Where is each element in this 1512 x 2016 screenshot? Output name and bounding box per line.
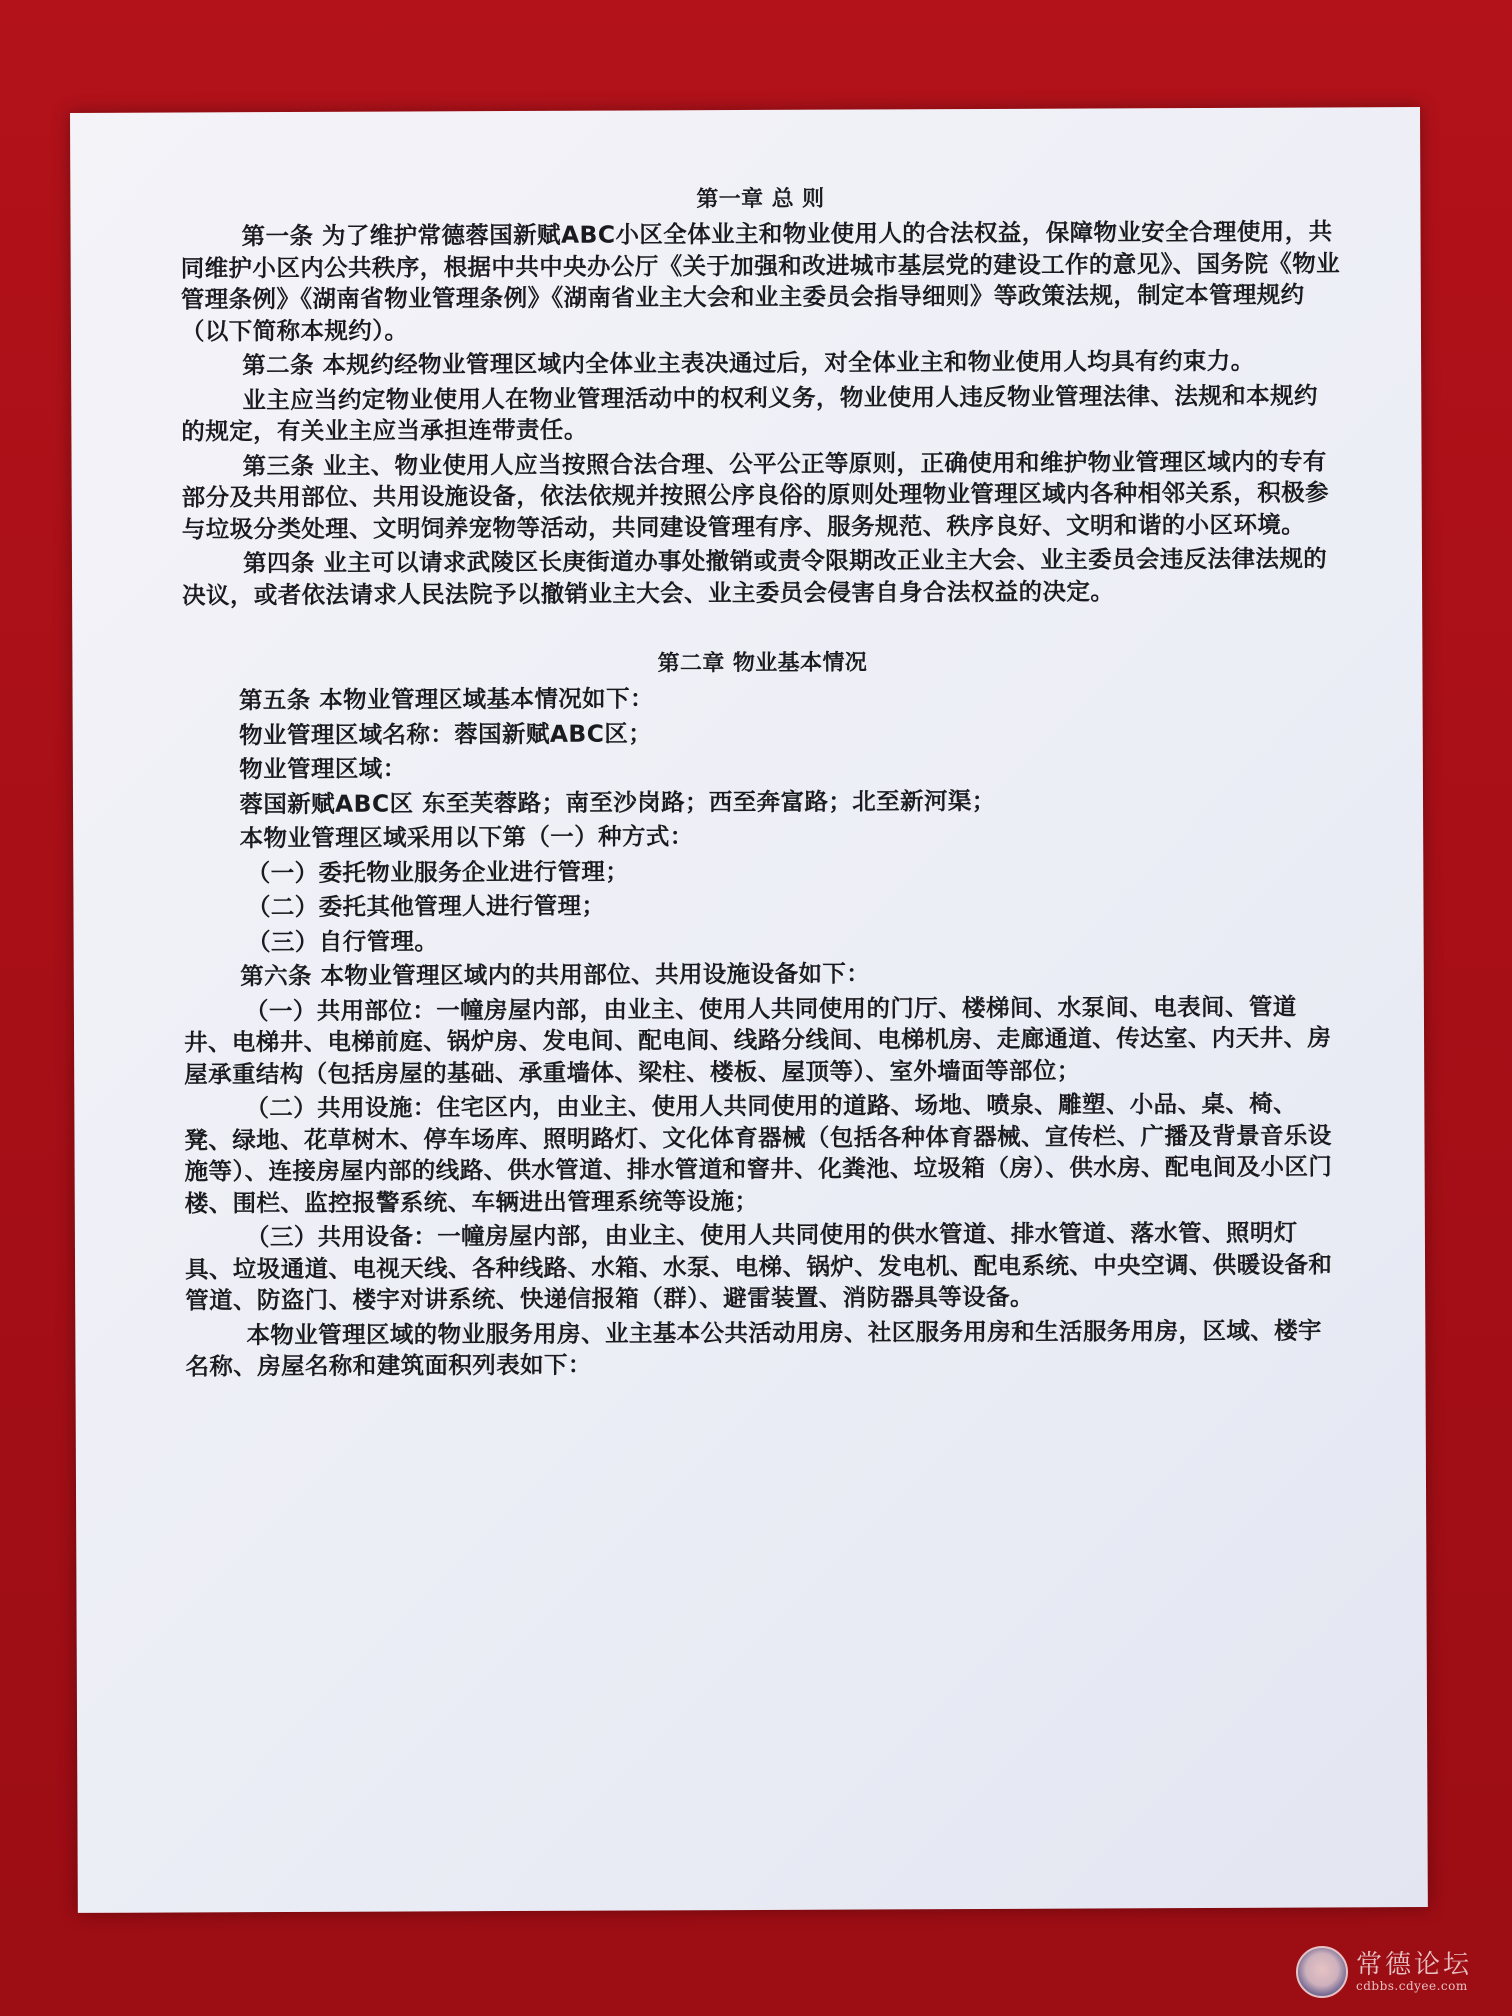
mode-option-3: （三）自行管理。 <box>247 926 439 956</box>
chapter-1-title: 第一章 总 则 <box>696 186 825 213</box>
area-boundary-line: 蓉国新赋ABC区 东至芙蓉路；南至沙岗路；西至奔富路；北至新河渠； <box>239 786 996 818</box>
article-3: 第三条 业主、物业使用人应当按照合法合理、公平公正等原则，正确使用和维护物业管理区域内的专有部分及共用部位、共用设施设备，依法依规并按照公序良俗的原则处理物业管理区域内各种相邻关系，积极参与垃圾分类处理、文明饲养宠物等活动，共同建设管理有序、服务规范、秩序良好、文明和谐的小区环境。 <box>181 446 1329 543</box>
watermark-text <box>1356 1951 1472 1993</box>
management-mode-line: 本物业管理区域采用以下第（一）种方式： <box>239 822 694 853</box>
article-2-clause: 业主应当约定物业使用人在物业管理活动中的权利义务，物业使用人违反物业管理法律、法规和本规约的规定，有关业主应当承担连带责任。 <box>181 381 1318 446</box>
article-2: 第二条 本规约经物业管理区域内全体业主表决通过后，对全体业主和物业使用人均具有约束力。 <box>242 346 1255 380</box>
article-5: 第五条 本物业管理区域基本情况如下： <box>238 684 654 715</box>
article-6: 第六条 本物业管理区域内的共用部位、共用设施设备如下： <box>240 959 871 991</box>
article-1: 第一条 为了维护常德蓉国新赋ABC小区全体业主和物业使用人的合法权益，保障物业安全合理使用，共同维护小区内公共秩序，根据中共中央办公厅《关于加强和改进城市基层党的建设工作的意见》、国务院《物业管理条例》《湖南省物业管理条例》《湖南省业主大会和业主委员会指导细则》等政策法规，制定本管理规约（以下简称本规约）。 <box>180 217 1341 345</box>
service-rooms-paragraph: 本物业管理区域的物业服务用房、业主基本公共活动用房、社区服务用房和生活服务用房，区域、楼宇名称、房屋名称和建筑面积列表如下： <box>185 1315 1322 1381</box>
watermark-url: cdbbs.cdyee.com <box>1355 1979 1468 1993</box>
mode-option-1: （一）委托物业服务企业进行管理； <box>246 857 630 887</box>
shared-parts-paragraph: （一）共用部位：一幢房屋内部，由业主、使用人共同使用的门厅、楼梯间、水泵间、电表间、管道井、电梯井、电梯前庭、锅炉房、发电间、配电间、线路分线间、电梯机房、走廊通道、传达室、内天井、房屋承重结构（包括房屋的基础、承重墙体、梁柱、楼板、屋顶等）、室外墙面等部位； <box>184 992 1332 1088</box>
document-sheet <box>70 107 1428 1913</box>
watermark-title: 常德论坛 <box>1355 1950 1472 1980</box>
forum-logo-icon <box>1296 1946 1348 1998</box>
chapter-2-title: 第二章 物业基本情况 <box>657 650 868 677</box>
area-name-line: 物业管理区域名称：蓉国新赋ABC区； <box>239 718 653 749</box>
shared-facilities-paragraph: （二）共用设施：住宅区内，由业主、使用人共同使用的道路、场地、喷泉、雕塑、小品、桌、椅、凳、绿地、花草树木、停车场库、照明路灯、文化体育器械（包括各种体育器械、宣传栏、广播及背景音乐设施等）、连接房屋内部的线路、供水管道、排水管道和窨井、化粪池、垃圾箱（房）、供水房、配电间及小区门楼、围栏、监控报警系统、车辆进出管理系统等设施； <box>184 1089 1333 1217</box>
shared-equipment-paragraph: （三）共用设备：一幢房屋内部，由业主、使用人共同使用的供水管道、排水管道、落水管、照明灯具、垃圾通道、电视天线、各种线路、水箱、水泵、电梯、锅炉、发电机、配电系统、中央空调、供暖设备和管道、防盗门、楼宇对讲系统、快递信报箱（群）、避雷装置、消防器具等设备。 <box>184 1218 1333 1315</box>
forum-watermark <box>1296 1946 1472 1998</box>
document-body <box>180 182 1345 1386</box>
article-4: 第四条 业主可以请求武陵区长庚街道办事处撤销或责令限期改正业主大会、业主委员会违反法律法规的决议，或者依法请求人民法院予以撤销业主大会、业主委员会侵害自身合法权益的决定。 <box>182 544 1328 609</box>
mode-option-2: （二）委托其他管理人进行管理； <box>246 891 606 922</box>
area-label-line: 物业管理区域： <box>239 754 407 784</box>
